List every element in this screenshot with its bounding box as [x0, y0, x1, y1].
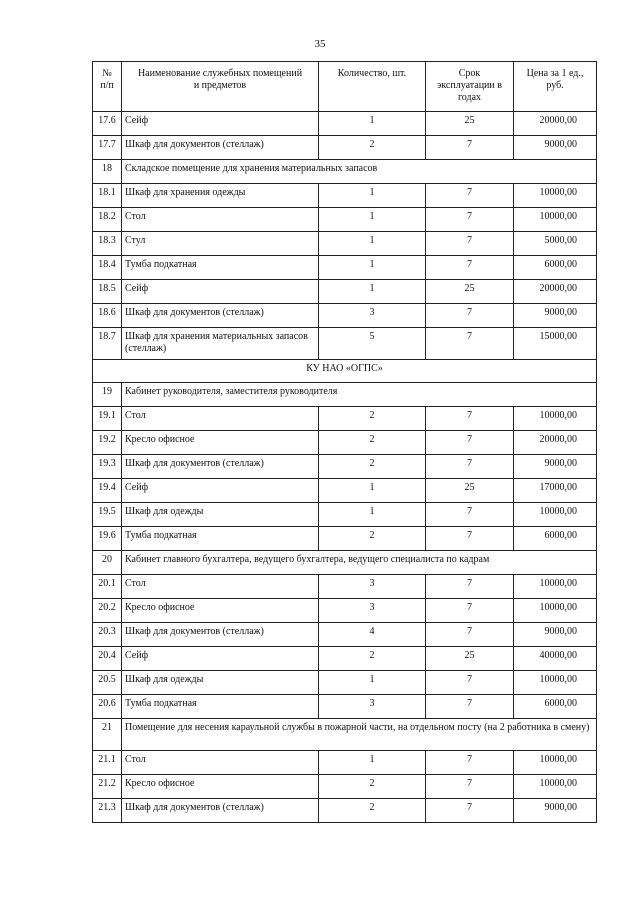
table-row — [93, 112, 597, 136]
item-price: 10000,00 — [514, 184, 597, 208]
item-price: 10000,00 — [514, 751, 597, 775]
row-number: 20 — [93, 551, 122, 575]
item-price: 15000,00 — [514, 328, 597, 360]
item-term: 7 — [426, 503, 514, 527]
item-name: Стол — [122, 575, 319, 599]
row-number: 17.7 — [93, 136, 122, 160]
table-row — [93, 407, 597, 431]
table-row — [93, 304, 597, 328]
item-price: 20000,00 — [514, 112, 597, 136]
item-price: 10000,00 — [514, 208, 597, 232]
table-body — [93, 112, 597, 823]
column-header-price: Цена за 1 ед., руб. — [514, 62, 597, 112]
item-name: Стул — [122, 232, 319, 256]
table-header — [93, 62, 597, 112]
item-term: 7 — [426, 304, 514, 328]
item-name: Шкаф для хранения материальных запасов (стеллаж) — [122, 328, 319, 360]
group-title: Кабинет главного бухгалтера, ведущего бухгалтера, ведущего специалиста по кадрам — [122, 551, 597, 575]
group-title: Кабинет руководителя, заместителя руководителя — [122, 383, 597, 407]
row-number: 18.2 — [93, 208, 122, 232]
table-row — [93, 575, 597, 599]
item-name: Шкаф для документов (стеллаж) — [122, 623, 319, 647]
row-number: 18.5 — [93, 280, 122, 304]
table-row — [93, 232, 597, 256]
table-row — [93, 328, 597, 360]
table-row — [93, 136, 597, 160]
item-name: Стол — [122, 208, 319, 232]
row-number: 21.3 — [93, 799, 122, 823]
item-price: 9000,00 — [514, 623, 597, 647]
table-row — [93, 256, 597, 280]
item-name: Сейф — [122, 647, 319, 671]
item-price: 6000,00 — [514, 527, 597, 551]
table-row — [93, 208, 597, 232]
section-title: КУ НАО «ОГПС» — [93, 360, 597, 383]
item-price: 10000,00 — [514, 503, 597, 527]
page-number: 35 — [314, 38, 326, 50]
item-term: 7 — [426, 184, 514, 208]
item-name: Шкаф для одежды — [122, 503, 319, 527]
table-row — [93, 671, 597, 695]
row-number: 19.3 — [93, 455, 122, 479]
item-term: 7 — [426, 623, 514, 647]
item-term: 7 — [426, 407, 514, 431]
item-term: 7 — [426, 431, 514, 455]
table-row — [93, 184, 597, 208]
group-title: Помещение для несения караульной службы в пожарной части, на отдельном посту (на 2 работника в смену) — [122, 719, 597, 751]
table-row — [93, 479, 597, 503]
row-number: 18.7 — [93, 328, 122, 360]
item-price: 6000,00 — [514, 256, 597, 280]
item-price: 6000,00 — [514, 695, 597, 719]
row-number: 19.6 — [93, 527, 122, 551]
item-quantity: 3 — [319, 575, 426, 599]
item-name: Шкаф для документов (стеллаж) — [122, 304, 319, 328]
item-quantity: 3 — [319, 304, 426, 328]
item-price: 17000,00 — [514, 479, 597, 503]
item-name: Кресло офисное — [122, 775, 319, 799]
item-term: 25 — [426, 479, 514, 503]
item-term: 7 — [426, 799, 514, 823]
row-number: 18 — [93, 160, 122, 184]
item-quantity: 2 — [319, 647, 426, 671]
row-number: 18.4 — [93, 256, 122, 280]
item-name: Шкаф для документов (стеллаж) — [122, 455, 319, 479]
table-row — [93, 503, 597, 527]
group-row — [93, 719, 597, 751]
item-price: 10000,00 — [514, 775, 597, 799]
item-quantity: 1 — [319, 112, 426, 136]
item-term: 7 — [426, 527, 514, 551]
item-term: 7 — [426, 775, 514, 799]
row-number: 19 — [93, 383, 122, 407]
item-name: Кресло офисное — [122, 599, 319, 623]
row-number: 19.2 — [93, 431, 122, 455]
item-price: 10000,00 — [514, 671, 597, 695]
column-header-term: Срок эксплуатации в годах — [426, 62, 514, 112]
row-number: 20.6 — [93, 695, 122, 719]
item-price: 5000,00 — [514, 232, 597, 256]
row-number: 19.1 — [93, 407, 122, 431]
table-row — [93, 527, 597, 551]
item-quantity: 1 — [319, 232, 426, 256]
item-name: Тумба подкатная — [122, 695, 319, 719]
item-quantity: 1 — [319, 280, 426, 304]
item-term: 7 — [426, 455, 514, 479]
row-number: 20.4 — [93, 647, 122, 671]
item-name: Кресло офисное — [122, 431, 319, 455]
table-row — [93, 751, 597, 775]
item-name: Стол — [122, 407, 319, 431]
item-price: 9000,00 — [514, 304, 597, 328]
item-name: Шкаф для хранения одежды — [122, 184, 319, 208]
equipment-table — [92, 61, 597, 823]
row-number: 19.5 — [93, 503, 122, 527]
column-header-quantity: Количество, шт. — [319, 62, 426, 112]
item-quantity: 1 — [319, 256, 426, 280]
item-term: 7 — [426, 599, 514, 623]
table-row — [93, 431, 597, 455]
table-row — [93, 695, 597, 719]
row-number: 21.1 — [93, 751, 122, 775]
item-name: Сейф — [122, 112, 319, 136]
group-title: Складское помещение для хранения материальных запасов — [122, 160, 597, 184]
item-quantity: 1 — [319, 503, 426, 527]
item-term: 7 — [426, 575, 514, 599]
item-term: 7 — [426, 136, 514, 160]
item-quantity: 2 — [319, 431, 426, 455]
item-quantity: 2 — [319, 799, 426, 823]
item-name: Шкаф для документов (стеллаж) — [122, 799, 319, 823]
column-header-name: Наименование служебных помещений и предметов — [122, 62, 319, 112]
item-term: 25 — [426, 280, 514, 304]
table-row — [93, 647, 597, 671]
column-header-num: № п/п — [93, 62, 122, 112]
item-quantity: 1 — [319, 184, 426, 208]
row-number: 21 — [93, 719, 122, 751]
item-term: 7 — [426, 232, 514, 256]
row-number: 20.1 — [93, 575, 122, 599]
row-number: 20.5 — [93, 671, 122, 695]
item-quantity: 1 — [319, 751, 426, 775]
table-row — [93, 775, 597, 799]
row-number: 17.6 — [93, 112, 122, 136]
row-number: 21.2 — [93, 775, 122, 799]
group-row — [93, 160, 597, 184]
item-price: 9000,00 — [514, 799, 597, 823]
item-price: 20000,00 — [514, 280, 597, 304]
item-price: 10000,00 — [514, 407, 597, 431]
item-price: 9000,00 — [514, 136, 597, 160]
group-row — [93, 383, 597, 407]
item-name: Тумба подкатная — [122, 256, 319, 280]
table-row — [93, 799, 597, 823]
table-row — [93, 280, 597, 304]
row-number: 18.6 — [93, 304, 122, 328]
row-number: 18.1 — [93, 184, 122, 208]
item-price: 9000,00 — [514, 455, 597, 479]
item-quantity: 5 — [319, 328, 426, 360]
item-quantity: 2 — [319, 407, 426, 431]
section-row — [93, 360, 597, 383]
item-term: 7 — [426, 751, 514, 775]
item-quantity: 2 — [319, 775, 426, 799]
item-quantity: 1 — [319, 208, 426, 232]
item-term: 7 — [426, 208, 514, 232]
item-name: Сейф — [122, 479, 319, 503]
item-quantity: 4 — [319, 623, 426, 647]
row-number: 20.3 — [93, 623, 122, 647]
item-term: 7 — [426, 256, 514, 280]
item-price: 10000,00 — [514, 599, 597, 623]
item-quantity: 1 — [319, 671, 426, 695]
item-term: 7 — [426, 695, 514, 719]
item-quantity: 1 — [319, 479, 426, 503]
item-quantity: 3 — [319, 695, 426, 719]
item-name: Стол — [122, 751, 319, 775]
item-term: 7 — [426, 328, 514, 360]
row-number: 20.2 — [93, 599, 122, 623]
item-price: 20000,00 — [514, 431, 597, 455]
item-price: 10000,00 — [514, 575, 597, 599]
item-term: 25 — [426, 647, 514, 671]
item-term: 7 — [426, 671, 514, 695]
table-row — [93, 599, 597, 623]
item-price: 40000,00 — [514, 647, 597, 671]
row-number: 19.4 — [93, 479, 122, 503]
row-number: 18.3 — [93, 232, 122, 256]
group-row — [93, 551, 597, 575]
item-name: Шкаф для документов (стеллаж) — [122, 136, 319, 160]
table-row — [93, 455, 597, 479]
item-quantity: 2 — [319, 527, 426, 551]
item-term: 25 — [426, 112, 514, 136]
item-quantity: 2 — [319, 455, 426, 479]
item-name: Сейф — [122, 280, 319, 304]
item-name: Тумба подкатная — [122, 527, 319, 551]
item-quantity: 3 — [319, 599, 426, 623]
item-quantity: 2 — [319, 136, 426, 160]
item-name: Шкаф для одежды — [122, 671, 319, 695]
table-row — [93, 623, 597, 647]
